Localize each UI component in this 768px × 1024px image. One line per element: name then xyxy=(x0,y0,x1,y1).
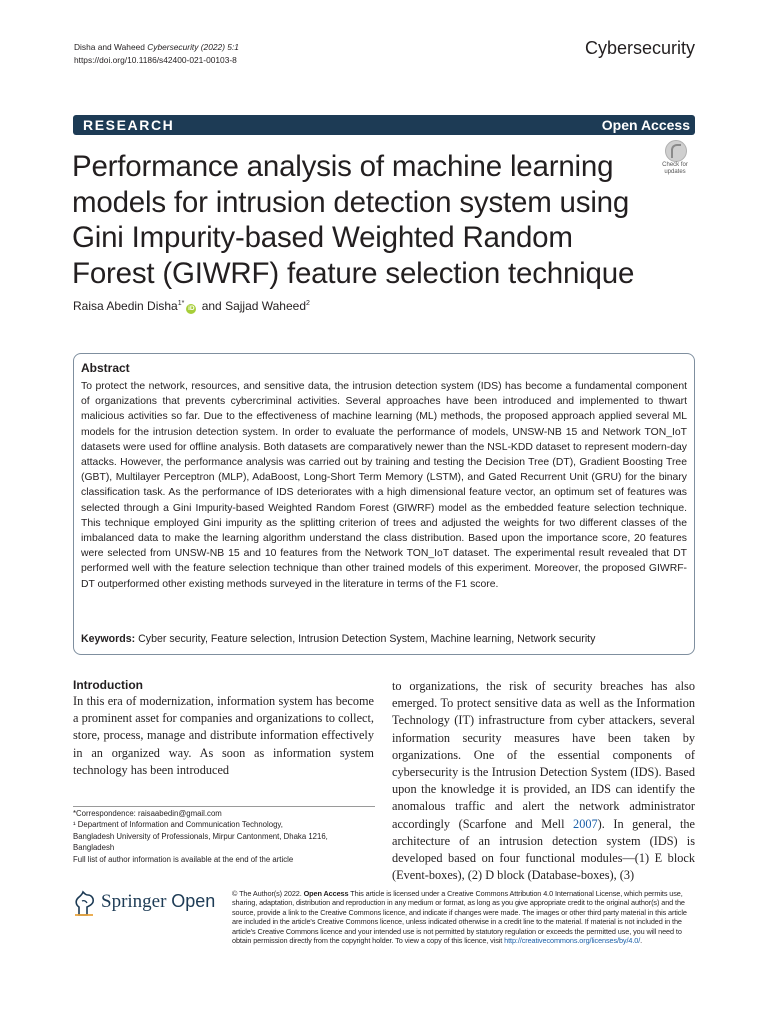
journal-meta xyxy=(74,41,239,67)
intro-right-text-1: to organizations, the risk of security breaches has also emerged. To protect sensitive data as well as the Information Technology (IT) infrastructure from cyber attackers, several information security measures have been taken by organizations. One of the essential components of cybersecurity is the Intrusion Detection System (IDS). Based upon the knowledge it is provided, an IDS can identify the anomalous traffic and alert the network administrator accordingly (Scarfone and Mell xyxy=(392,679,695,831)
author-1-affiliation: 1* xyxy=(177,300,185,307)
intro-right-text-2: ). In general, the architecture of an intrusion detection system (IDS) is developed based on four functional modules—(1) E block (Event-boxes), (2) D block (Database-boxes), (3) xyxy=(392,816,695,883)
author-connector: and xyxy=(198,299,226,313)
keywords-label: Keywords: xyxy=(81,633,136,645)
abstract-text: To protect the network, resources, and sensitive data, the intrusion detection system (IDS) has become a fundamental component of organizations that prevents cybercriminal activities. Several approaches have been introduced and implemented to thwart malicious activities so far. Due to the effectiveness of machine learning (ML) methods, the proposed approach applied several ML models for the intrusion detection system. In order to evaluate the performance of models, UNSW-NB 15 and Network TON_IoT datasets were used for offline analysis. Both datasets are comparatively newer than the NSL-KDD dataset to represent modern-day attacks. However, the performance analysis was carried out by training and testing the Decision Tree (DT), Gradient Boosting Tree (GBT), Multilayer Perceptron (MLP), AdaBoost, Long-Short Term Memory (LSTM), and Gated Recurrent Unit (GRU) for the binary classification task. As the performance of IDS deteriorates with a high dimensional feature vector, an optimum set of features was selected through a Gini Impurity-based Weighted Random Forest (GIWRF) model as the embedded feature selection technique. This technique employed Gini impurity as the splitting criterion of trees and adjusted the weights for two different classes of the imbalanced data to make the learning algorithm understand the class distribution. Based upon the importance score, 20 features were selected from UNSW-NB 15 and 10 features from the Network TON_IoT dataset. The experimental result revealed that DT performed well with the feature selection technique than other trained models of this experiment. Moreover, the proposed GIWRF-DT outperformed other existing methods surveyed in the literature in terms of the F1 score. xyxy=(81,381,687,590)
correspondence-note: *Correspondence: raisaabedin@gmail.com xyxy=(73,809,222,818)
author-2[interactable]: Sajjad Waheed xyxy=(225,299,307,313)
keywords-list: Cyber security, Feature selection, Intrusion Detection System, Machine learning, Network security xyxy=(138,633,596,645)
springer-word: Springer xyxy=(101,891,167,912)
author-list xyxy=(73,299,310,314)
article-type-banner xyxy=(73,115,695,135)
footnotes xyxy=(73,808,375,865)
header-authors: Disha and Waheed xyxy=(74,42,145,52)
affiliation-line-3: Bangladesh xyxy=(73,843,115,853)
doi-link[interactable]: https://doi.org/10.1186/s42400-021-00103-8 xyxy=(74,55,237,65)
header-citation: Cybersecurity (2022) 5:1 xyxy=(147,42,239,52)
intro-paragraph-left: In this era of modernization, information system has become a prominent asset for companies and organizations to collect, store, process, manage and distribute information effectively in an organized way. As soon as information system technology has been introduced xyxy=(73,694,374,777)
affiliation-line-1: ¹ Department of Information and Communication Technology, xyxy=(73,820,283,830)
license-body: This article is licensed under a Creative Commons Attribution 4.0 International License, which permits use, sharing, adaptation, distribution and reproduction in any medium or format, as long as you give appropriate credit to the original author(s) and the source, provide a link to the Creative Commons licence, and indicate if changes were made. The images or other third party material in this article are included in the article's Creative Commons licence, unless indicated otherwise in a credit line to the material. If material is not included in the article's Creative Commons licence and your intended use is not permitted by statutory regulation or exceeds the permitted use, you will need to obtain permission directly from the copyright holder. To view a copy of this licence, visit xyxy=(232,889,687,946)
author-info-note: Full list of author information is available at the end of the article xyxy=(73,854,294,864)
license-end: . xyxy=(640,936,643,946)
springer-wordmark xyxy=(101,891,215,913)
affiliation-line-2: Bangladesh University of Professionals, Mirpur Cantonment, Dhaka 1216, xyxy=(73,831,328,841)
check-for-updates-icon[interactable] xyxy=(655,140,695,180)
open-access-label: Open Access xyxy=(601,117,690,133)
orcid-icon[interactable]: iD xyxy=(188,305,195,312)
check-for-updates-circle xyxy=(665,140,687,162)
license-link[interactable]: http://creativecommons.org/licenses/by/4.0/ xyxy=(504,936,641,946)
springer-open-word: Open xyxy=(171,891,216,911)
license-open-access: Open Access xyxy=(303,889,349,898)
author-1[interactable]: Raisa Abedin Disha xyxy=(73,299,178,313)
journal-name: Cybersecurity xyxy=(584,38,695,58)
check-for-updates-line1: Check for xyxy=(662,162,688,168)
article-title: Performance analysis of machine learning models for intrusion detection system using Gini Impurity-based Weighted Random Forest (GIWRF) feature selection technique xyxy=(72,150,635,290)
author-2-affiliation: 2 xyxy=(306,300,310,307)
check-for-updates-label xyxy=(655,162,695,176)
keywords xyxy=(81,633,687,645)
citation-link[interactable]: 2007 xyxy=(573,816,598,831)
article-type-label: RESEARCH xyxy=(83,117,175,133)
abstract-heading: Abstract xyxy=(81,361,130,375)
intro-paragraph-right xyxy=(392,678,695,884)
section-heading-introduction: Introduction xyxy=(73,678,143,692)
springer-horse-icon xyxy=(73,889,97,917)
check-for-updates-line2: updates xyxy=(664,169,686,175)
license-notice xyxy=(232,889,695,945)
license-prefix: © The Author(s) 2022. xyxy=(232,889,304,898)
footnote-divider xyxy=(73,806,375,807)
